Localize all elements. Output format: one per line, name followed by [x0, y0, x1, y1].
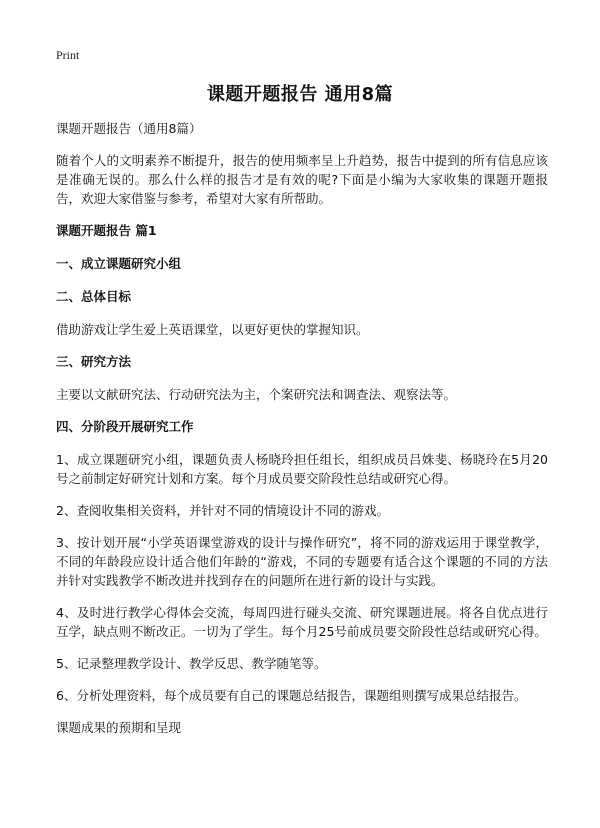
step-1-paragraph: 1、成立课题研究小组，课题负责人杨晓玲担任组长，组织成员吕姝斐、杨晓玲在5月20号之前制定好研究计划和方案。每个月成员要交阶段性总结或研究心得。: [56, 452, 548, 486]
document-body: [56, 119, 548, 750]
document-subtitle: 课题开题报告（通用8篇）: [56, 121, 202, 136]
closing-paragraph: 课题成果的预期和呈现: [56, 720, 182, 735]
intro-paragraph: 随着个人的文明素养不断提升，报告的使用频率呈上升趋势，报告中提到的所有信息应该是准确无误的。那么什么样的报告才是有效的呢?下面是小编为大家收集的课题开题报告，欢迎大家借鉴与参考，希望对大家有所帮助。: [56, 153, 548, 206]
step-3-paragraph: 3、按计划开展“小学英语课堂游戏的设计与操作研究”，将不同的游戏运用于课堂教学，不同的年龄段应设计适合他们年龄的“游戏，不同的专题要有适合这个课题的不同的方法并针对实践教学不断改进并找到存在的问题所在进行新的设计与实践。: [56, 535, 548, 588]
goal-paragraph: 借助游戏让学生爱上英语课堂，以更好更快的掌握知识。: [56, 322, 369, 337]
document-title: 课题开题报告 通用8篇: [206, 84, 394, 105]
step-6-paragraph: 6、分析处理资料，每个成员要有自己的课题总结报告，课题组则撰写成果总结报告。: [56, 688, 527, 703]
step-4-paragraph: 4、及时进行教学心得体会交流，每周四进行碰头交流、研究课题进展。将各自优点进行互学，缺点则不断改正。一切为了学生。每个月25号前成员要交阶段性总结或研究心得。: [56, 605, 548, 639]
heading-phased-work: 四、分阶段开展研究工作: [56, 419, 194, 434]
method-paragraph: 主要以文献研究法、行动研究法为主，个案研究法和调查法、观察法等。: [56, 387, 457, 402]
heading-overall-goal: 二、总体目标: [56, 289, 132, 304]
section-title: 课题开题报告 篇1: [56, 223, 157, 238]
step-2-paragraph: 2、查阅收集相关资料，并针对不同的情境设计不同的游戏。: [56, 503, 389, 518]
print-label: Print: [56, 48, 80, 62]
heading-research-group: 一、成立课题研究小组: [56, 256, 182, 271]
heading-research-method: 三、研究方法: [56, 354, 132, 369]
step-5-paragraph: 5、记录整理教学设计、教学反思、教学随笔等。: [56, 656, 327, 671]
